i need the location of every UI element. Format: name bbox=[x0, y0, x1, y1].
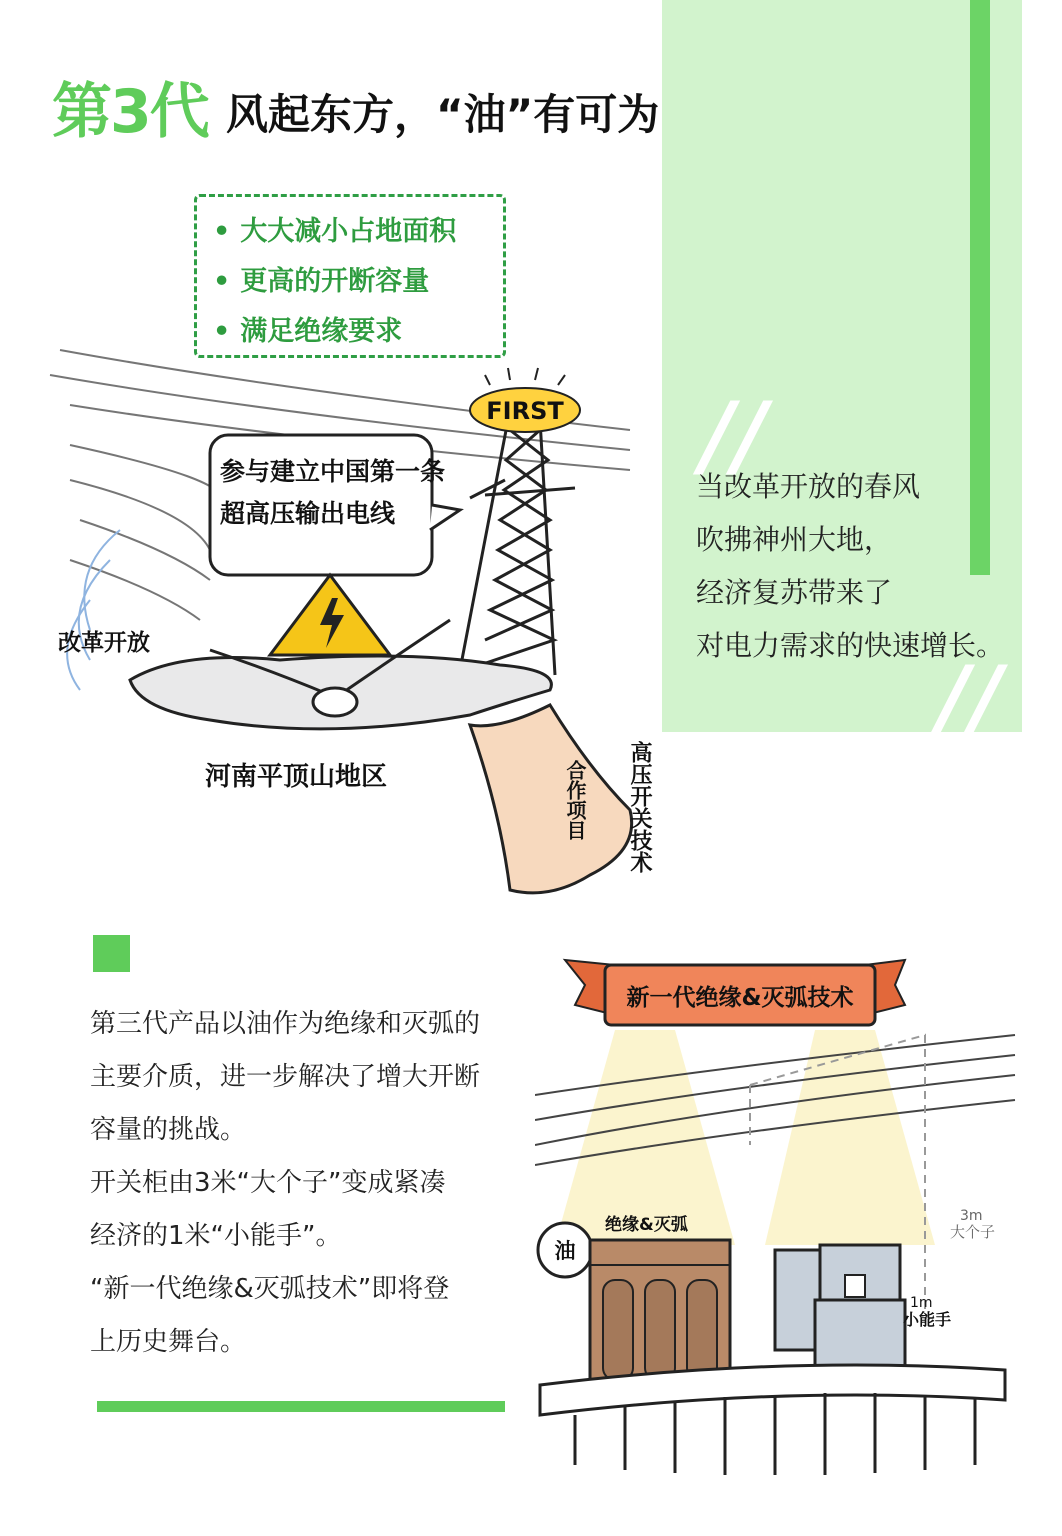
body-line: 开关柜由3米“大个子”变成紧凑 bbox=[90, 1168, 446, 1198]
body-line: 第三代产品以油作为绝缘和灭弧的 bbox=[90, 1009, 481, 1039]
first-badge-label: FIRST bbox=[486, 397, 564, 425]
quote-line: 经济复苏带来了 bbox=[696, 576, 893, 609]
body-line: “新一代绝缘&灭弧技术”即将登 bbox=[90, 1274, 450, 1304]
big-height-label: 3m bbox=[960, 1208, 983, 1224]
speech-line: 参与建立中国第一条 bbox=[220, 457, 446, 486]
scroll-text-line: 高压开关技术 bbox=[520, 741, 652, 766]
feature-item: • 更高的开断容量 bbox=[213, 259, 429, 298]
big-name-label: 大个子 bbox=[950, 1223, 996, 1241]
small-height-label: 1m bbox=[910, 1295, 933, 1311]
body-line: 经济的1米“小能手”。 bbox=[90, 1221, 342, 1251]
generation-label: 第3代 bbox=[52, 77, 208, 147]
scroll-side-text: 合作项目 bbox=[563, 760, 587, 840]
page-title: 风起东方，“油”有可为 bbox=[226, 90, 660, 139]
feature-item: • 大大减小占地面积 bbox=[213, 209, 456, 248]
body-text bbox=[90, 998, 480, 1369]
quote-line: 吹拂神州大地， bbox=[696, 523, 893, 556]
region-label: 河南平顶山地区 bbox=[205, 762, 388, 792]
close-quote-icon: // bbox=[935, 646, 1001, 752]
reform-label: 改革开放 bbox=[58, 630, 150, 656]
speech-line: 超高压输出电线 bbox=[220, 499, 396, 528]
small-name-label: 小能手 bbox=[903, 1310, 952, 1329]
body-line: 主要介质，进一步解决了增大开断 bbox=[90, 1062, 481, 1092]
feature-item: • 满足绝缘要求 bbox=[213, 309, 402, 348]
banner-label: 新一代绝缘&灭弧技术 bbox=[626, 985, 854, 1011]
bottom-divider bbox=[97, 1401, 505, 1412]
switchgear-stage-illustration bbox=[535, 945, 1035, 1485]
open-quote-icon: // bbox=[700, 382, 766, 488]
section-marker bbox=[93, 935, 130, 972]
quote-text bbox=[696, 460, 1004, 672]
quote-line: 对电力需求的快速增长。 bbox=[696, 629, 1005, 662]
body-line: 上历史舞台。 bbox=[90, 1327, 247, 1357]
quote-line: 当改革开放的春风 bbox=[696, 470, 921, 503]
insulation-label: 绝缘&灭弧 bbox=[605, 1215, 688, 1235]
body-line: 容量的挑战。 bbox=[90, 1115, 247, 1145]
oil-label: 油 bbox=[554, 1239, 576, 1263]
tower-handshake-illustration bbox=[30, 330, 670, 910]
